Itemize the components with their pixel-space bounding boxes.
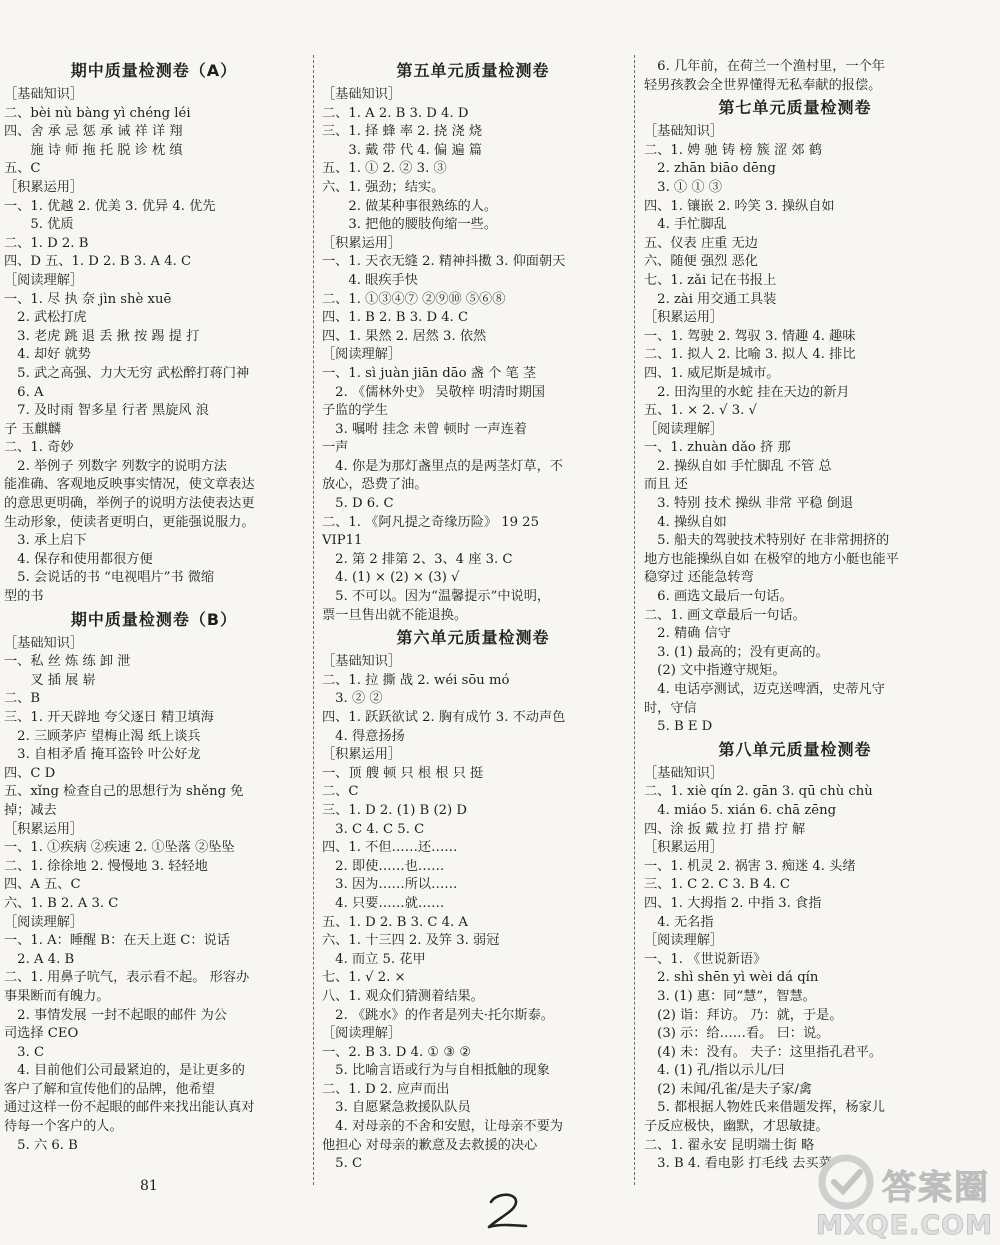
answer-line: 一、1. 优越 2. 优美 3. 优异 4. 优先 <box>4 198 216 214</box>
answer-line: 3. ① ① ③ <box>644 179 722 195</box>
answer-line: 六、随便 强烈 恶化 <box>644 254 758 270</box>
answer-line: 3. 嘱咐 挂念 未曾 顿时 一声连着 <box>322 421 527 437</box>
answer-line: 放心，恐费了油。 <box>322 477 428 493</box>
subsection-heading: ［积累运用］ <box>322 235 402 251</box>
answer-line: 2. 第 2 排第 2、3、4 座 3. C <box>322 551 513 567</box>
answer-line: 二、1. 拉 撕 战 2. wéi sōu mó <box>322 672 510 688</box>
answer-line: 5. 都根据人物姓氏来借题发挥，杨家儿 <box>644 1100 885 1116</box>
answer-line: 子监的学生 <box>322 403 388 419</box>
answer-line: 2. A 4. B <box>4 951 75 967</box>
answer-line: 2. 三顾茅庐 望梅止渴 纸上谈兵 <box>4 728 201 744</box>
answer-line: 司选择 CEO <box>4 1026 79 1042</box>
answer-line: 四、D 五、1. D 2. B 3. A 4. C <box>4 254 192 270</box>
answer-line: 二、1. D 2. 应声而出 <box>322 1081 450 1097</box>
section-title: 期中质量检测卷（B） <box>70 609 238 629</box>
answer-line: 4. 而立 5. 花甲 <box>322 951 426 967</box>
answer-line: 3. C <box>4 1044 45 1060</box>
answer-line: 二、B <box>4 691 41 707</box>
answer-line: (2) 诣：拜访。 乃：就，于是。 <box>644 1007 843 1023</box>
answer-line: 5. D 6. C <box>322 496 394 512</box>
answer-line: 地方也能操纵自如 在极窄的地方小艇也能平 <box>644 551 899 567</box>
answer-line: 5. 优质 <box>4 217 74 233</box>
subsection-heading: ［积累运用］ <box>4 179 84 195</box>
watermark <box>812 1152 998 1242</box>
answer-line: 6. 画选文最后一句话。 <box>644 589 793 605</box>
answer-line: 六、1. B 2. A 3. C <box>4 895 119 911</box>
answer-line: 2. 做某种事很熟练的人。 <box>322 198 498 214</box>
answer-line: 叉 插 展 崭 <box>4 672 96 688</box>
answer-line: 五、1. ① 2. ② 3. ③ <box>322 161 447 177</box>
answer-column-3 <box>644 58 946 1174</box>
answer-line: 的意思更明确，举例子的说明方法使表达更 <box>4 496 255 512</box>
answer-line: 稳穿过 还能急转弯 <box>644 570 754 586</box>
answer-line: 能准确、客观地反映事实情况，使文章表达 <box>4 477 255 493</box>
watermark-logo-icon <box>812 1152 888 1212</box>
page-number: 81 <box>140 1178 158 1194</box>
answer-line: 一、1. ①疾病 ②疾速 2. ①坠落 ②坠坠 <box>4 840 235 856</box>
answer-line: 七、1. zǎi 记在书报上 <box>644 272 777 288</box>
answer-line: 一、1. 《世说新语》 <box>644 951 767 967</box>
answer-line: 一、2. B 3. D 4. ① ③ ② <box>322 1044 472 1060</box>
answer-line: 五、C <box>4 161 41 177</box>
answer-line: 4. 你是为那灯盏里点的是两茎灯草，不 <box>322 458 563 474</box>
answer-line: 四、涂 扳 戴 拉 打 措 拧 解 <box>644 821 806 837</box>
answer-line: 五、1. D 2. B 3. C 4. A <box>322 914 468 930</box>
answer-line: 5. 不可以。因为“温馨提示”中说明， <box>322 589 551 605</box>
answer-line: 型的书 <box>4 589 44 605</box>
answer-line: 4. 电话亭测试，迈克送啤酒，史蒂凡守 <box>644 682 885 697</box>
answer-line: 四、1. 不但……还…… <box>322 840 458 856</box>
section-title: 第六单元质量检测卷 <box>396 628 550 648</box>
watermark-url: MXQE.COM <box>816 1210 993 1241</box>
answer-line: 4. 得意扬扬 <box>322 728 405 744</box>
answer-line: 7. 及时雨 智多星 行者 黑旋风 浪 <box>4 403 209 419</box>
answer-line: 3. 因为……所以…… <box>322 877 458 893</box>
answer-line: 待每一个客户的人。 <box>4 1119 123 1135</box>
answer-line: 2. 事情发展 一封不起眼的邮件 为公 <box>4 1007 227 1023</box>
answer-line: 5. B E D <box>644 719 713 735</box>
subsection-heading: ［阅读理解］ <box>322 347 402 363</box>
answer-line: 三、1. 开天辟地 夸父逐日 精卫填海 <box>4 710 214 725</box>
answer-line: 一、1. 机灵 2. 祸害 3. 痴迷 4. 头绪 <box>644 858 856 874</box>
answer-line: 2. zhān biāo dēng <box>644 161 776 177</box>
answer-line: 一、顶 艘 顿 只 根 根 只 挺 <box>322 765 484 781</box>
answer-line: 3. 戴 带 代 4. 偏 遍 篇 <box>322 142 483 158</box>
answer-line: 子反应极快，幽默，才思敏捷。 <box>644 1119 829 1135</box>
answer-line: 5. 船夫的驾驶技术特别好 在非常拥挤的 <box>644 533 890 549</box>
answer-line: 2. 举例子 列数字 列数字的说明方法 <box>4 458 227 474</box>
watermark-text: 答案圈 <box>882 1168 990 1208</box>
answer-line: 二、bèi nù bàng yì chéng léi <box>4 105 191 121</box>
answer-line: 4. 保存和使用都很方便 <box>4 551 153 567</box>
answer-line: (3) 示：给……看。 曰：说。 <box>644 1026 830 1042</box>
answer-line: 4. 目前他们公司最紧迫的，是让更多的 <box>4 1063 245 1079</box>
subsection-heading: ［基础知识］ <box>4 635 84 651</box>
answer-line: 4. 操纵自如 <box>644 514 727 530</box>
section-title: 第八单元质量检测卷 <box>718 739 872 759</box>
answer-line: 4. miáo 5. xián 6. chā zēng <box>644 802 837 818</box>
section-title: 第七单元质量检测卷 <box>718 98 872 118</box>
answer-column-2 <box>322 58 624 1174</box>
answer-line: 八、1. 观众们猜测着结果。 <box>322 988 484 1004</box>
answer-line: 六、1. 强劲；结实。 <box>322 179 445 195</box>
answer-line: (4) 未：没有。 夫子：这里指孔君平。 <box>644 1044 883 1060</box>
answer-line: 3. 自相矛盾 掩耳盗铃 叶公好龙 <box>4 747 201 763</box>
answer-line: 掉；减去 <box>4 802 57 818</box>
answer-line: 二、1. 娉 驰 铸 榜 簇 涩 郊 鹤 <box>644 142 822 158</box>
answer-line: 四、1. 跃跃欲试 2. 胸有成竹 3. 不动声色 <box>322 710 566 725</box>
answer-line: 七、1. √ 2. × <box>322 970 406 986</box>
answer-line: 5. 六 6. B <box>4 1137 78 1153</box>
answer-line: 事果断而有魄力。 <box>4 988 110 1004</box>
answer-line: 三、1. 择 蜂 率 2. 挠 浇 烧 <box>322 124 483 140</box>
column-divider <box>313 55 314 1185</box>
answer-line: 4. 无名指 <box>644 914 714 930</box>
subsection-heading: ［基础知识］ <box>4 87 84 102</box>
answer-line: 2. zài 用交通工具装 <box>644 291 777 307</box>
answer-line: 生动形象，使读者更明白，更能强说服力。 <box>4 514 255 530</box>
answer-line: 4. 只要……就…… <box>322 895 445 911</box>
answer-line: 二、C <box>322 784 359 800</box>
subsection-heading: ［阅读理解］ <box>4 914 84 930</box>
answer-line: 3. B 4. 看电影 打毛线 去买菜 <box>644 1156 832 1172</box>
answer-line: 二、1. xiè qín 2. gān 3. qū chù chù <box>644 784 873 800</box>
answer-line: 5. C <box>322 1156 363 1172</box>
answer-line: 3. 把他的腰肢佝缩一些。 <box>322 217 498 233</box>
answer-line: 二、1. A 2. B 3. D 4. D <box>322 105 469 121</box>
section-title: 期中质量检测卷（A） <box>70 61 238 80</box>
answer-line: 二、1. 画文章最后一句话。 <box>644 607 806 623</box>
answer-line: 二、1. D 2. B <box>4 235 89 251</box>
answer-line: 时，守信 <box>644 700 697 716</box>
answer-line: 四、C D <box>4 765 56 781</box>
answer-column-1 <box>4 58 304 1155</box>
answer-line: 5. 武之高强、力大无穷 武松醉打蒋门神 <box>4 365 250 381</box>
answer-line: 四、1. 威尼斯是城市。 <box>644 365 780 381</box>
answer-line: 二、1. 奇妙 <box>4 440 74 456</box>
answer-line: 他担心 对母亲的歉意及去救援的决心 <box>322 1137 538 1153</box>
answer-line: 一、1. A：睡醒 B：在天上逛 C：说话 <box>4 933 230 949</box>
answer-line: 4. 对母亲的不舍和安慰，让母亲不要为 <box>322 1119 563 1135</box>
subsection-heading: ［基础知识］ <box>322 654 402 670</box>
answer-line: 施 诗 师 拖 托 脱 诊 枕 缜 <box>4 142 183 158</box>
answer-line: 四、A 五、C <box>4 877 81 893</box>
subsection-heading: ［积累运用］ <box>644 310 724 326</box>
answer-line: 五、仪表 庄重 无边 <box>644 235 758 251</box>
answer-line: 2. 即使……也…… <box>322 858 445 874</box>
answer-line: 一、1. zhuàn dǎo 挤 那 <box>644 440 791 456</box>
subsection-heading: ［基础知识］ <box>644 765 724 781</box>
subsection-heading: ［阅读理解］ <box>4 272 84 288</box>
answer-line: 五、xǐng 检查自己的思想行为 shěng 免 <box>4 784 244 800</box>
answer-line: 4. 手忙脚乱 <box>644 217 727 233</box>
answer-line: 3. 承上启下 <box>4 533 87 549</box>
answer-line: 一、1. 天衣无缝 2. 精神抖擞 3. 仰面朝天 <box>322 254 566 270</box>
answer-line: 一、1. 驾驶 2. 驾驭 3. 情趣 4. 趣味 <box>644 328 856 344</box>
answer-line: 3. 自愿紧急救援队队员 <box>322 1100 471 1116</box>
answer-line: 一、1. 尽 执 奈 jìn shè xuē <box>4 291 172 307</box>
answer-line: 4. 却好 就势 <box>4 347 91 363</box>
answer-line: 五、1. × 2. √ 3. √ <box>644 403 757 419</box>
answer-line: 二、1. 《阿凡提之奇缘历险》 19 25 <box>322 514 539 530</box>
answer-line: 3. ② ② <box>322 691 383 707</box>
answer-line: 2. 武松打虎 <box>4 310 87 326</box>
answer-line: 2. 《儒林外史》 吴敬梓 明清时期国 <box>322 384 545 400</box>
answer-line: 二、1. 拟人 2. 比喻 3. 拟人 4. 排比 <box>644 347 856 363</box>
answer-line: 一声 <box>322 440 349 456</box>
answer-line: 2. 《跳水》的作者是列夫·托尔斯泰。 <box>322 1007 554 1023</box>
answer-line: 二、1. ①③④⑦ ②⑨⑩ ⑤⑥⑧ <box>322 291 506 307</box>
answer-line: 三、1. C 2. C 3. B 4. C <box>644 877 791 893</box>
section-title: 第五单元质量检测卷 <box>396 61 550 80</box>
answer-line: 四、1. 果然 2. 居然 3. 依然 <box>322 328 487 344</box>
answer-line: 客户了解和宣传他们的品牌，他希望 <box>4 1081 215 1097</box>
answer-line: 3. (1) 惠：同“慧”，智慧。 <box>644 988 816 1004</box>
answer-line: 4. 眼疾手快 <box>322 272 418 288</box>
answer-line: 四、舍 承 忌 惩 承 诫 祥 详 翔 <box>4 124 183 140</box>
answer-line: 2. 田沟里的水蛇 挂在天边的新月 <box>644 384 850 400</box>
answer-line: 6. A <box>4 384 44 400</box>
answer-line: 通过这样一份不起眼的邮件来找出能认真对 <box>4 1100 255 1116</box>
subsection-heading: ［阅读理解］ <box>322 1026 402 1042</box>
answer-line: 2. shì shēn yì wèi dá qín <box>644 970 819 986</box>
subsection-heading: ［积累运用］ <box>4 821 84 837</box>
subsection-heading: ［基础知识］ <box>644 124 724 140</box>
answer-line: (2) 未闻/孔雀/是夫子家/禽 <box>644 1081 813 1097</box>
answer-line: 四、1. 大拇指 2. 中指 3. 食指 <box>644 895 822 911</box>
answer-line: 一、1. sì juàn jiān dāo 盏 个 笔 茎 <box>322 365 537 381</box>
subsection-heading: ［基础知识］ <box>322 87 402 102</box>
answer-line: 6. 几年前，在荷兰一个渔村里，一个年 <box>644 59 885 74</box>
subsection-heading: ［阅读理解］ <box>644 421 724 437</box>
answer-line: 2. 操纵自如 手忙脚乱 不管 总 <box>644 458 832 474</box>
answer-line: 票一旦售出就不能退换。 <box>322 607 468 623</box>
answer-line: 六、1. 十三四 2. 及笄 3. 弱冠 <box>322 933 500 949</box>
answer-line: (2) 文中指遵守规矩。 <box>644 663 786 679</box>
answer-line: 5. 会说话的书 “电视唱片”书 微缩 <box>4 570 215 586</box>
subsection-heading: ［积累运用］ <box>322 747 402 763</box>
answer-line: 子 玉麒麟 <box>4 421 61 437</box>
answer-line: 轻男孩教会全世界懂得无私奉献的报偿。 <box>644 77 882 93</box>
answer-line: 4. (1) × (2) × (3) √ <box>322 570 460 586</box>
answer-line: 一、私 丝 炼 练 卸 泄 <box>4 654 131 670</box>
handwritten-2-mark <box>482 1190 532 1234</box>
answer-line: 3. 老虎 跳 退 丢 揪 按 踢 提 打 <box>4 328 200 344</box>
answer-line: 三、1. D 2. (1) B (2) D <box>322 802 467 818</box>
answer-line: 二、1. 徐徐地 2. 慢慢地 3. 轻轻地 <box>4 858 208 874</box>
answer-line: 二、1. 翟永安 昆明端士街 略 <box>644 1137 815 1153</box>
answer-line: 5. 比喻言语或行为与自相抵触的现象 <box>322 1063 550 1079</box>
column-divider <box>634 55 635 1185</box>
answer-line: 3. C 4. C 5. C <box>322 821 425 837</box>
answer-line: 3. (1) 最高的；没有更高的。 <box>644 644 829 660</box>
answer-line: 而且 还 <box>644 477 688 493</box>
answer-line: 3. 特别 技术 操纵 非常 平稳 倒退 <box>644 496 854 512</box>
subsection-heading: ［阅读理解］ <box>644 933 724 949</box>
subsection-heading: ［积累运用］ <box>644 840 724 856</box>
answer-line: 4. (1) 孔/指以示儿/曰 <box>644 1063 785 1079</box>
answer-line: 2. 精确 信守 <box>644 626 731 642</box>
answer-line: 二、1. 用鼻子吭气，表示看不起。 形容办 <box>4 970 250 986</box>
answer-line: 四、1. B 2. B 3. D 4. C <box>322 310 469 326</box>
answer-line: VIP11 <box>322 533 363 549</box>
answer-line: 四、1. 镶嵌 2. 吟笑 3. 操纵自如 <box>644 198 835 214</box>
